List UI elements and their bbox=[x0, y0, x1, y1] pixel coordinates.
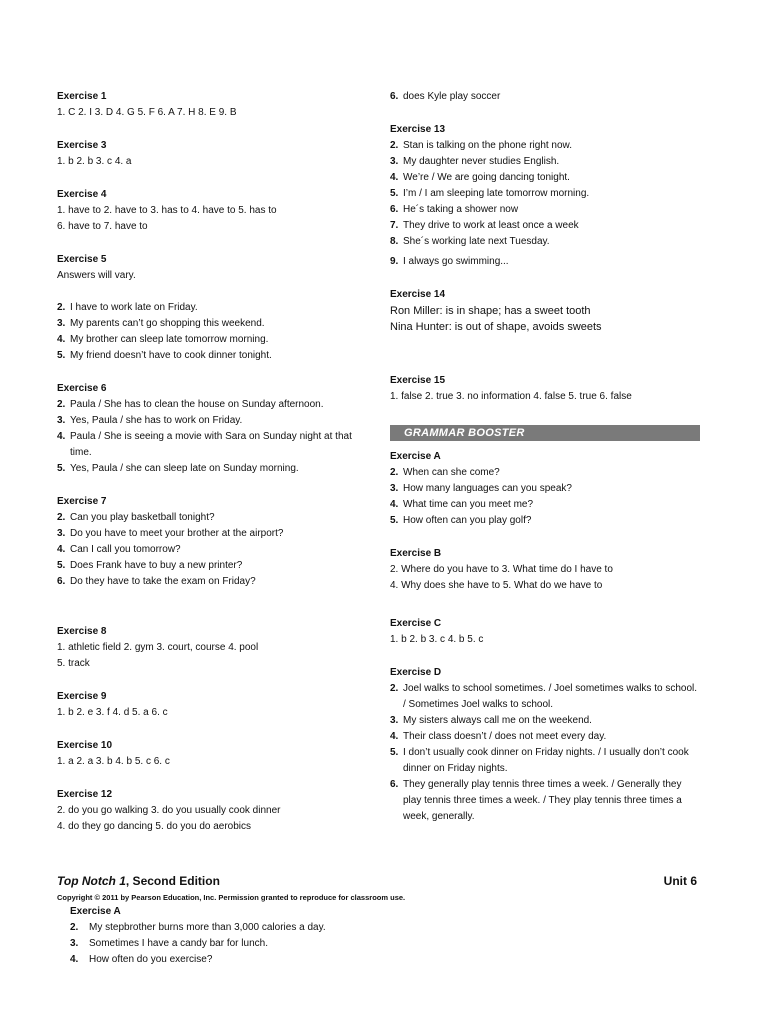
exercise-heading: Exercise 12 bbox=[57, 789, 113, 800]
exercise-heading: Exercise 3 bbox=[57, 140, 107, 151]
exercise-8 bbox=[57, 624, 367, 672]
item-number: 4. bbox=[70, 954, 79, 965]
item-text: How many languages can you speak? bbox=[403, 483, 572, 494]
answer-item bbox=[57, 300, 367, 316]
item-number: 4. bbox=[57, 431, 66, 442]
item-number: 4. bbox=[390, 731, 399, 742]
answer-line: Ron Miller: is in shape; has a sweet tooth bbox=[390, 305, 591, 317]
answer-line: 1. b 2. b 3. c 4. b 5. c bbox=[390, 634, 484, 645]
footer-title-line bbox=[57, 873, 697, 891]
item-text: We’re / We are going dancing tonight. bbox=[403, 172, 570, 183]
exercise-15 bbox=[390, 373, 700, 405]
exercise-heading: Exercise 8 bbox=[57, 626, 107, 637]
answer-item bbox=[390, 186, 700, 202]
item-text: Can you play basketball tonight? bbox=[70, 512, 215, 523]
answer-item bbox=[390, 745, 700, 777]
answer-item bbox=[57, 461, 367, 477]
exercise-12 bbox=[57, 787, 367, 835]
exercise-heading: Exercise 1 bbox=[57, 91, 107, 102]
exercise-heading: Exercise 14 bbox=[390, 289, 446, 300]
exercise-heading: Exercise B bbox=[390, 548, 442, 559]
exercise-heading: Exercise D bbox=[390, 667, 442, 678]
answer-item bbox=[390, 465, 700, 481]
exercise-heading: Exercise 9 bbox=[57, 691, 107, 702]
answer-item bbox=[57, 526, 367, 542]
exercise-heading: Exercise 13 bbox=[390, 124, 446, 135]
answer-item bbox=[70, 936, 697, 952]
exercise-7 bbox=[57, 494, 367, 590]
item-number: 3. bbox=[70, 938, 79, 949]
item-number: 6. bbox=[57, 576, 66, 587]
exercise-heading: Exercise 7 bbox=[57, 496, 107, 507]
item-text: I always go swimming... bbox=[403, 256, 509, 267]
answer-line: 1. a 2. a 3. b 4. b 5. c 6. c bbox=[57, 756, 170, 767]
answer-item bbox=[70, 952, 697, 968]
item-text: They generally play tennis three times a week. / Generally they play tennis three times a week. / They play tennis three times a week, generally. bbox=[403, 779, 682, 822]
answer-line: 5. track bbox=[57, 658, 90, 669]
answer-item bbox=[57, 413, 367, 429]
answer-item bbox=[57, 316, 367, 332]
item-text: Stan is talking on the phone right now. bbox=[403, 140, 573, 151]
answer-item bbox=[57, 348, 367, 364]
answer-line: 4. do they go dancing 5. do you do aerobics bbox=[57, 821, 252, 832]
answer-note: Answers will vary. bbox=[57, 270, 136, 281]
item-text: My parents can’t go shopping this weekend. bbox=[70, 318, 265, 329]
exercise-heading: Exercise A bbox=[70, 906, 121, 917]
item-text: Do you have to meet your brother at the airport? bbox=[70, 528, 284, 539]
item-number: 5. bbox=[57, 463, 66, 474]
exercise-12-continued bbox=[390, 89, 700, 105]
exercise-14 bbox=[390, 287, 700, 335]
answer-item bbox=[57, 510, 367, 526]
item-text: Sometimes I have a candy bar for lunch. bbox=[89, 938, 268, 949]
answer-item bbox=[390, 481, 700, 497]
item-number: 4. bbox=[57, 334, 66, 345]
item-text: My friend doesn’t have to cook dinner tonight. bbox=[70, 350, 272, 361]
answer-item bbox=[390, 513, 700, 529]
item-text: What time can you meet me? bbox=[403, 499, 534, 510]
page-footer bbox=[57, 873, 697, 968]
item-text: I have to work late on Friday. bbox=[70, 302, 198, 313]
exercise-10 bbox=[57, 738, 367, 770]
exercise-heading: Exercise 15 bbox=[390, 375, 446, 386]
book-title: Top Notch 1 bbox=[57, 874, 126, 888]
item-text: Does Frank have to buy a new printer? bbox=[70, 560, 243, 571]
answer-item bbox=[57, 558, 367, 574]
answer-line: 2. do you go walking 3. do you usually cook dinner bbox=[57, 805, 281, 816]
answer-item bbox=[390, 154, 700, 170]
exercise-heading: Exercise 6 bbox=[57, 383, 107, 394]
answer-item bbox=[390, 89, 700, 105]
answer-item bbox=[390, 681, 700, 713]
answer-item bbox=[390, 218, 700, 234]
answer-line: 1. C 2. I 3. D 4. G 5. F 6. A 7. H 8. E 9. B bbox=[57, 107, 237, 118]
exercise-heading: Exercise 5 bbox=[57, 254, 107, 265]
item-number: 2. bbox=[70, 922, 79, 933]
answer-line: 2. Where do you have to 3. What time do I have to bbox=[390, 564, 613, 575]
answer-item bbox=[390, 777, 700, 825]
item-text: does Kyle play soccer bbox=[403, 91, 501, 102]
answer-item bbox=[70, 920, 697, 936]
item-number: 5. bbox=[390, 188, 399, 199]
book-edition: , Second Edition bbox=[125, 874, 220, 888]
answer-line: 1. false 2. true 3. no information 4. false 5. true 6. false bbox=[390, 391, 632, 402]
item-text: I don’t usually cook dinner on Friday nights. / I usually don’t cook dinner on Friday nights. bbox=[403, 747, 689, 774]
item-text: My sisters always call me on the weekend. bbox=[403, 715, 592, 726]
item-text: Yes, Paula / she can sleep late on Sunday morning. bbox=[70, 463, 299, 474]
item-text: Joel walks to school sometimes. / Joel sometimes walks to school. / Sometimes Joel walks to school. bbox=[403, 683, 697, 710]
answer-item bbox=[57, 542, 367, 558]
answer-line: Nina Hunter: is out of shape, avoids sweets bbox=[390, 321, 602, 333]
exercise-heading: Exercise 4 bbox=[57, 189, 107, 200]
exercise-heading: Exercise 10 bbox=[57, 740, 113, 751]
exercise-6 bbox=[57, 381, 367, 477]
item-text: I’m / I am sleeping late tomorrow morning. bbox=[403, 188, 590, 199]
item-number: 3. bbox=[57, 318, 66, 329]
item-number: 2. bbox=[57, 302, 66, 313]
answer-item bbox=[390, 202, 700, 218]
copyright-notice: Copyright © 2011 by Pearson Education, Inc. Permission granted to reproduce for classroom use. bbox=[57, 893, 406, 902]
item-text: My brother can sleep late tomorrow morning. bbox=[70, 334, 269, 345]
answer-line: 1. athletic field 2. gym 3. court, course 4. pool bbox=[57, 642, 259, 653]
gb-exercise-c bbox=[390, 616, 700, 648]
grammar-booster-banner: GRAMMAR BOOSTER bbox=[390, 425, 700, 441]
answer-item bbox=[390, 729, 700, 745]
item-number: 6. bbox=[390, 779, 399, 790]
answer-line: 1. b 2. b 3. c 4. a bbox=[57, 156, 132, 167]
item-number: 5. bbox=[57, 560, 66, 571]
gb-exercise-b bbox=[390, 546, 700, 594]
answer-item bbox=[390, 138, 700, 154]
item-number: 6. bbox=[390, 204, 399, 215]
answer-line: 1. have to 2. have to 3. has to 4. have to 5. has to bbox=[57, 205, 277, 216]
item-number: 6. bbox=[390, 91, 399, 102]
item-text: Their class doesn’t / does not meet every day. bbox=[403, 731, 607, 742]
item-number: 3. bbox=[57, 415, 66, 426]
item-text: How often do you exercise? bbox=[89, 954, 213, 965]
item-number: 3. bbox=[390, 483, 399, 494]
item-text: Paula / She has to clean the house on Sunday afternoon. bbox=[70, 399, 324, 410]
item-text: How often can you play golf? bbox=[403, 515, 532, 526]
item-number: 2. bbox=[390, 467, 399, 478]
item-number: 5. bbox=[57, 350, 66, 361]
item-number: 9. bbox=[390, 256, 399, 267]
answer-line: 6. have to 7. have to bbox=[57, 221, 148, 232]
item-number: 3. bbox=[390, 156, 399, 167]
answer-item bbox=[390, 234, 700, 250]
item-text: They drive to work at least once a week bbox=[403, 220, 579, 231]
answer-item bbox=[57, 574, 367, 590]
item-number: 2. bbox=[390, 140, 399, 151]
right-column bbox=[390, 89, 700, 842]
item-number: 4. bbox=[57, 544, 66, 555]
exercise-3 bbox=[57, 138, 367, 170]
item-text: When can she come? bbox=[403, 467, 500, 478]
extra-exercise-a bbox=[70, 904, 697, 968]
item-number: 5. bbox=[390, 747, 399, 758]
answer-item bbox=[57, 332, 367, 348]
exercise-heading: Exercise C bbox=[390, 618, 442, 629]
item-number: 3. bbox=[57, 528, 66, 539]
gb-exercise-d bbox=[390, 665, 700, 825]
exercise-13 bbox=[390, 122, 700, 270]
gb-exercise-a bbox=[390, 449, 700, 529]
unit-label: Unit 6 bbox=[663, 874, 697, 888]
exercise-1 bbox=[57, 89, 367, 121]
item-text: My daughter never studies English. bbox=[403, 156, 560, 167]
item-text: He´s taking a shower now bbox=[403, 204, 519, 215]
item-text: My stepbrother burns more than 3,000 calories a day. bbox=[89, 922, 326, 933]
answer-item bbox=[390, 254, 700, 270]
left-column bbox=[57, 89, 367, 852]
item-text: She´s working late next Tuesday. bbox=[403, 236, 550, 247]
exercise-5 bbox=[57, 252, 367, 364]
item-text: Can I call you tomorrow? bbox=[70, 544, 181, 555]
answer-item bbox=[390, 170, 700, 186]
item-number: 4. bbox=[390, 499, 399, 510]
item-text: Paula / She is seeing a movie with Sara on Sunday night at that time. bbox=[70, 431, 352, 458]
item-text: Yes, Paula / she has to work on Friday. bbox=[70, 415, 243, 426]
item-number: 2. bbox=[57, 399, 66, 410]
item-number: 4. bbox=[390, 172, 399, 183]
exercise-4 bbox=[57, 187, 367, 235]
answer-line: 1. b 2. e 3. f 4. d 5. a 6. c bbox=[57, 707, 168, 718]
item-number: 3. bbox=[390, 715, 399, 726]
item-number: 2. bbox=[57, 512, 66, 523]
item-text: Do they have to take the exam on Friday? bbox=[70, 576, 256, 587]
item-number: 5. bbox=[390, 515, 399, 526]
item-number: 8. bbox=[390, 236, 399, 247]
exercise-9 bbox=[57, 689, 367, 721]
item-number: 7. bbox=[390, 220, 399, 231]
answer-item bbox=[57, 397, 367, 413]
answer-item bbox=[390, 713, 700, 729]
item-number: 2. bbox=[390, 683, 399, 694]
answer-item bbox=[390, 497, 700, 513]
exercise-heading: Exercise A bbox=[390, 451, 441, 462]
answer-line: 4. Why does she have to 5. What do we have to bbox=[390, 580, 603, 591]
answer-item bbox=[57, 429, 367, 461]
